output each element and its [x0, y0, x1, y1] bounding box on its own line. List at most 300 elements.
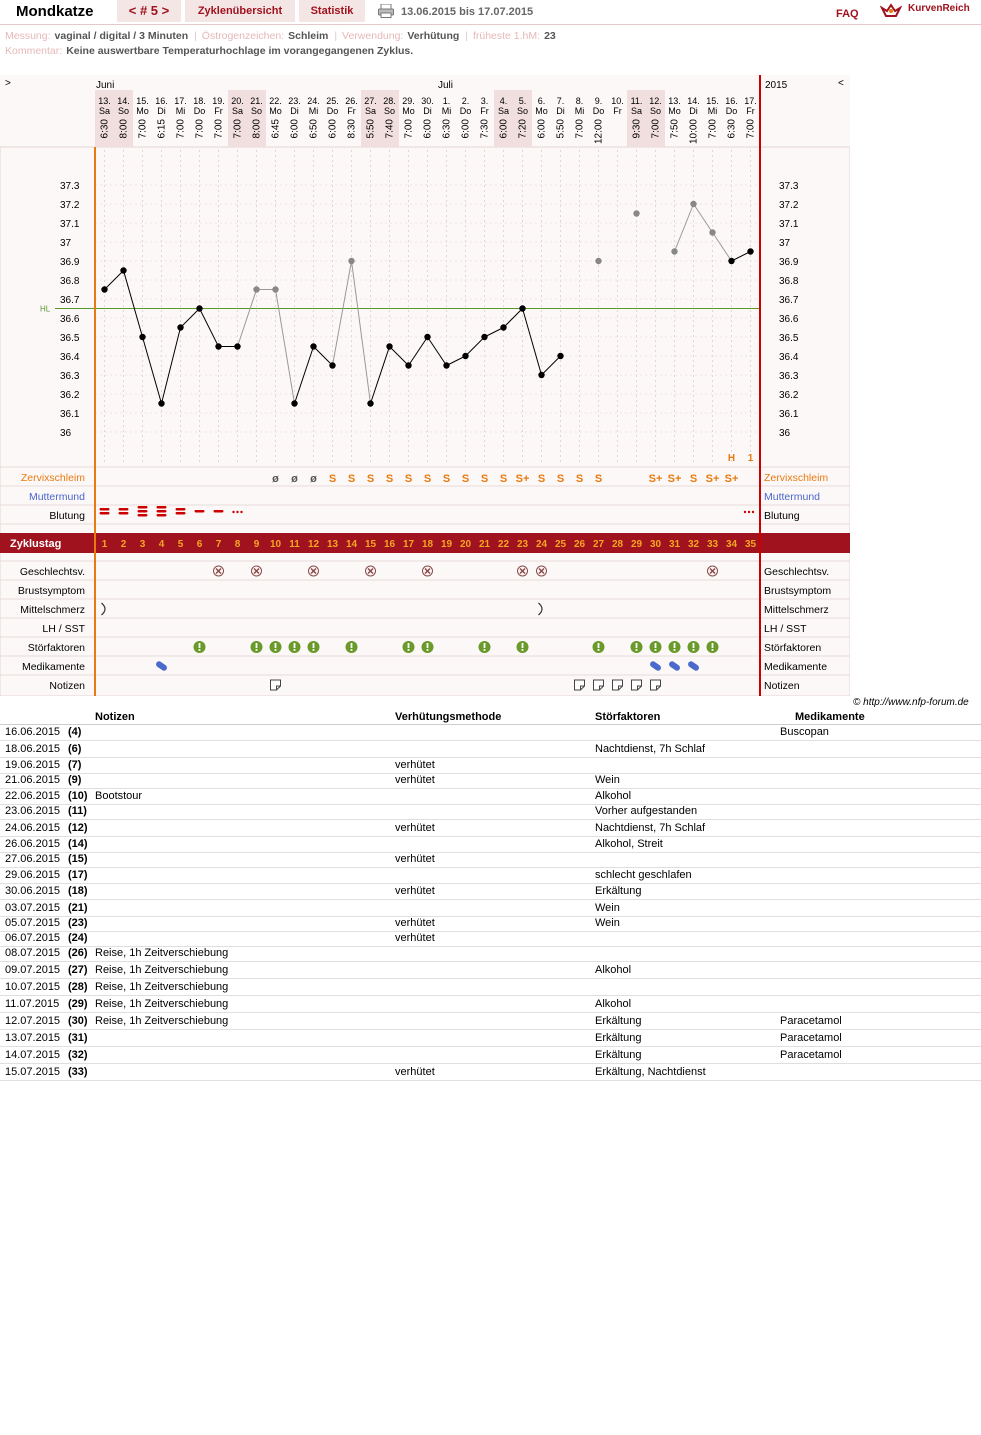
row-cycle-day: (14) [68, 838, 88, 850]
row-label-left: Geschlechtsv. [19, 566, 85, 578]
mucus-mark: S+ [648, 473, 663, 485]
disturbance-icon [598, 643, 600, 648]
cycle-day-number: 15 [364, 539, 377, 550]
mucus-mark: S+ [515, 473, 530, 485]
row-factors: Alkohol [595, 790, 632, 802]
mucus-mark: S [575, 473, 584, 485]
tab-cycle-overview[interactable]: Zyklenübersicht [185, 0, 295, 22]
bleeding-mark [744, 511, 746, 513]
date-label: 9. [594, 96, 603, 106]
date-label: 4. [499, 96, 508, 106]
weekday-label: Fr [347, 106, 356, 116]
bleeding-mark [752, 511, 754, 513]
row-method: verhütet [395, 759, 435, 771]
cycle-day-number: 28 [611, 539, 624, 550]
table-row [0, 803, 981, 820]
date-label: 19. [212, 96, 225, 106]
cycle-day-number: 30 [649, 539, 662, 550]
weekday-label: So [383, 106, 396, 116]
row-date: 26.06.2015 [5, 838, 61, 850]
row-factors: Wein [595, 917, 620, 929]
cycle-day-number: 13 [326, 539, 339, 550]
date-label: 24. [307, 96, 320, 106]
row-cycle-day: (24) [68, 932, 88, 944]
row-method: verhütet [395, 885, 435, 897]
temperature-point [747, 248, 753, 254]
earliest-value: 23 [544, 30, 556, 42]
disturbance-icon [408, 643, 410, 648]
table-row [0, 820, 981, 837]
time-label: 6:00 [498, 119, 510, 139]
time-label: 6:00 [422, 119, 434, 139]
header-method: Verhütungsmethode [395, 711, 502, 723]
disturbance-icon [484, 649, 486, 651]
y-tick-right: 37.3 [779, 181, 799, 192]
print-icon[interactable] [378, 4, 394, 18]
time-label: 7:00 [175, 119, 187, 139]
disturbance-icon [199, 643, 201, 648]
year-label: 2015 [765, 80, 788, 91]
time-label: 8:00 [251, 119, 263, 139]
row-date: 15.07.2015 [5, 1066, 61, 1078]
bleeding-mark [748, 511, 750, 513]
table-row [0, 883, 981, 900]
cycle-day-number: 8 [234, 539, 241, 550]
row-label-left: Muttermund [28, 491, 85, 503]
mucus-mark: S [480, 473, 489, 485]
temperature-point [557, 353, 563, 359]
row-label-right: Notizen [764, 680, 800, 692]
temperature-point [633, 210, 639, 216]
comment-value: Keine auswertbare Temperaturhochlage im vorangegangenen Zyklus. [66, 45, 414, 57]
temperature-point [481, 334, 487, 340]
row-cycle-day: (33) [68, 1066, 88, 1078]
y-tick-right: 36.5 [779, 333, 799, 344]
weekday-label: Di [157, 106, 166, 116]
time-label: 6:45 [270, 119, 282, 139]
weekday-label: Sa [497, 106, 510, 116]
cycle-day-number: 26 [573, 539, 586, 550]
mucus-mark: S [442, 473, 451, 485]
cycle-day-number: 20 [459, 539, 472, 550]
row-method: verhütet [395, 853, 435, 865]
temperature-point [291, 400, 297, 406]
cycle-day-number: 17 [402, 539, 415, 550]
tab-statistics[interactable]: Statistik [299, 0, 365, 22]
disturbance-icon [408, 649, 410, 651]
cycle-day-number: 7 [215, 539, 222, 550]
bleeding-mark [176, 512, 186, 515]
weekday-label: Mi [707, 106, 718, 116]
cycle-day-number: 1 [101, 539, 108, 550]
date-label: 21. [250, 96, 263, 106]
temperature-point [728, 258, 734, 264]
date-label: 29. [402, 96, 415, 106]
date-label: 22. [269, 96, 282, 106]
row-label-left: Störfaktoren [27, 642, 85, 654]
bleeding-mark [195, 510, 205, 513]
mucus-mark: ø [291, 473, 298, 485]
row-note: Reise, 1h Zeitverschiebung [95, 981, 229, 993]
row-method: verhütet [395, 932, 435, 944]
disturbance-icon [712, 649, 714, 651]
date-label: 13. [668, 96, 681, 106]
disturbance-icon [655, 649, 657, 651]
row-date: 29.06.2015 [5, 869, 61, 881]
weekday-label: Di [556, 106, 565, 116]
row-date: 09.07.2015 [5, 964, 61, 976]
cycle-day-number: 16 [383, 539, 396, 550]
row-factors: Alkohol, Streit [595, 838, 663, 850]
row-method: verhütet [395, 1066, 435, 1078]
row-meds: Paracetamol [780, 1032, 842, 1044]
table-row [0, 962, 981, 979]
table-row [0, 741, 981, 758]
header-factors: Störfaktoren [595, 711, 661, 723]
date-label: 15. [136, 96, 149, 106]
disturbance-icon [351, 643, 353, 648]
date-label: 6. [537, 96, 546, 106]
weekday-label: Fr [480, 106, 489, 116]
time-label: 10:00 [688, 119, 700, 145]
bleeding-mark [138, 510, 148, 513]
row-label-right: LH / SST [764, 623, 807, 635]
disturbance-icon [351, 649, 353, 651]
row-label-right: Störfaktoren [764, 642, 822, 654]
cycle-nav-button[interactable]: < # 5 > [117, 0, 181, 22]
row-label-left: Mittelschmerz [20, 604, 85, 616]
faq-link[interactable]: FAQ [836, 8, 859, 20]
time-label: 6:15 [156, 119, 168, 139]
bleeding-mark [119, 508, 129, 511]
cycle-day-number: 10 [269, 539, 282, 550]
row-date: 16.06.2015 [5, 726, 61, 738]
header-notes: Notizen [95, 711, 135, 723]
annotation-label: H [727, 453, 736, 464]
temperature-point [405, 362, 411, 368]
table-row [0, 851, 981, 868]
estrogen-label: Östrogenzeichen: [201, 30, 285, 42]
weekday-label: So [649, 106, 662, 116]
row-method: verhütet [395, 774, 435, 786]
site-title: Mondkatze [0, 0, 112, 22]
row-date: 22.06.2015 [5, 790, 61, 802]
disturbance-icon [598, 649, 600, 651]
row-cycle-day: (27) [68, 964, 88, 976]
weekday-label: Di [689, 106, 698, 116]
time-label: 7:00 [403, 119, 415, 139]
cycle-day-number: 14 [345, 539, 358, 550]
row-label-right: Blutung [764, 510, 800, 522]
row-cycle-day: (26) [68, 947, 88, 959]
row-cycle-day: (28) [68, 981, 88, 993]
disturbance-icon [275, 643, 277, 648]
row-note: Reise, 1h Zeitverschiebung [95, 964, 229, 976]
mucus-mark: S [404, 473, 413, 485]
row-factors: schlecht geschlafen [595, 869, 692, 881]
temperature-point [424, 334, 430, 340]
row-factors: Vorher aufgestanden [595, 805, 698, 817]
weekday-label: Fr [746, 106, 755, 116]
y-tick-right: 36.7 [779, 295, 799, 306]
row-cycle-day: (12) [68, 822, 88, 834]
month-label: Juni [96, 80, 115, 91]
row-factors: Alkohol [595, 964, 632, 976]
cycle-day-number: 23 [516, 539, 529, 550]
row-date: 10.07.2015 [5, 981, 61, 993]
temperature-point [671, 248, 677, 254]
weekday-label: So [117, 106, 130, 116]
row-label-left: Medikamente [21, 661, 85, 673]
copyright: © http://www.nfp-forum.de [853, 697, 969, 708]
y-tick-right: 37.1 [779, 219, 799, 230]
row-date: 30.06.2015 [5, 885, 61, 897]
temperature-point [500, 324, 506, 330]
time-label: 6:50 [308, 119, 320, 139]
row-factors: Erkältung [595, 1032, 642, 1044]
bleeding-mark [157, 506, 167, 509]
y-tick-left: 36.1 [60, 409, 80, 420]
cycle-day-number: 2 [120, 539, 127, 550]
row-label-left: Blutung [49, 510, 85, 522]
cycle-day-number: 31 [668, 539, 681, 550]
y-tick-right: 37.2 [779, 200, 799, 211]
weekday-label: Sa [630, 106, 643, 116]
measure-value: vaginal / digital / 3 Minuten [54, 30, 189, 42]
weekday-label: Sa [231, 106, 244, 116]
mucus-mark: S [537, 473, 546, 485]
bleeding-mark [214, 510, 224, 513]
cycle-day-number: 3 [139, 539, 146, 550]
date-label: 16. [725, 96, 738, 106]
disturbance-icon [693, 649, 695, 651]
temperature-point [272, 286, 278, 292]
mucus-mark: S [461, 473, 470, 485]
temperature-point [101, 286, 107, 292]
disturbance-icon [522, 643, 524, 648]
y-tick-right: 36.4 [779, 352, 799, 363]
cycle-day-number: 34 [725, 539, 738, 550]
row-label-right: Mittelschmerz [764, 604, 829, 616]
row-factors: Alkohol [595, 998, 632, 1010]
cycle-day-number: 32 [687, 539, 700, 550]
bleeding-mark [176, 508, 186, 511]
row-label-right: Zervixschleim [764, 472, 829, 484]
row-factors: Erkältung, Nachtdienst [595, 1066, 706, 1078]
weekday-label: Do [193, 106, 206, 116]
bleeding-mark [240, 511, 242, 513]
temperature-point [215, 343, 221, 349]
time-label: 8:30 [346, 119, 358, 139]
weekday-label: Fr [613, 106, 622, 116]
y-tick-right: 36.1 [779, 409, 799, 420]
mucus-mark: S [594, 473, 603, 485]
weekday-label: Mo [136, 106, 149, 116]
disturbance-icon [636, 649, 638, 651]
weekday-label: Do [326, 106, 339, 116]
date-label: 7. [556, 96, 565, 106]
temperature-point [177, 324, 183, 330]
row-method: verhütet [395, 822, 435, 834]
mucus-mark: S+ [705, 473, 720, 485]
month-label: Juli [438, 80, 454, 91]
row-cycle-day: (17) [68, 869, 88, 881]
table-row [0, 979, 981, 996]
mucus-mark: S [556, 473, 565, 485]
disturbance-icon [712, 643, 714, 648]
y-tick-right: 36.3 [779, 371, 799, 382]
weekday-label: Mo [668, 106, 681, 116]
cycle-day-number: 11 [289, 539, 300, 550]
mucus-mark: S [347, 473, 356, 485]
row-meds: Paracetamol [780, 1049, 842, 1061]
table-row [0, 772, 981, 789]
table-row [0, 945, 981, 962]
time-label: 7:00 [137, 119, 149, 139]
time-label: 6:00 [289, 119, 301, 139]
weekday-label: Mo [402, 106, 415, 116]
time-label: 7:00 [574, 119, 586, 139]
row-date: 14.07.2015 [5, 1049, 61, 1061]
row-note: Reise, 1h Zeitverschiebung [95, 1015, 229, 1027]
row-date: 11.07.2015 [5, 998, 60, 1010]
time-label: 7:00 [232, 119, 244, 139]
mucus-mark: ø [272, 473, 279, 485]
row-factors: Nachtdienst, 7h Schlaf [595, 822, 706, 834]
bleeding-mark [138, 506, 148, 509]
time-label: 7:00 [707, 119, 719, 139]
date-label: 25. [326, 96, 339, 106]
weekday-label: So [250, 106, 263, 116]
row-note: Bootstour [95, 790, 143, 802]
row-label-left: Brustsymptom [17, 585, 85, 597]
disturbance-icon [199, 649, 201, 651]
row-label-right: Medikamente [764, 661, 828, 673]
disturbance-icon [256, 649, 258, 651]
date-label: 30. [421, 96, 434, 106]
time-label: 7:00 [745, 119, 757, 139]
weekday-label: Mi [441, 106, 452, 116]
row-label-right: Brustsymptom [764, 585, 832, 597]
comment-label: Kommentar: [5, 45, 63, 57]
temperature-point [386, 343, 392, 349]
row-label-left: LH / SST [42, 623, 85, 635]
disturbance-icon [693, 643, 695, 648]
date-label: 23. [288, 96, 301, 106]
weekday-label: Mi [308, 106, 319, 116]
bleeding-mark [236, 511, 238, 513]
time-label: 12:00 [593, 119, 605, 145]
weekday-label: Mi [574, 106, 585, 116]
row-method: verhütet [395, 917, 435, 929]
table-row [0, 1013, 981, 1030]
disturbance-icon [294, 643, 296, 648]
time-label: 7:00 [194, 119, 206, 139]
y-tick-left: 36.2 [60, 390, 80, 401]
time-label: 6:30 [441, 119, 453, 139]
date-range: 13.06.2015 bis 17.07.2015 [401, 6, 534, 18]
temperature-point [367, 400, 373, 406]
date-label: 17. [174, 96, 187, 106]
row-date: 21.06.2015 [5, 774, 61, 786]
row-date: 03.07.2015 [5, 902, 61, 914]
mucus-mark: ø [310, 473, 317, 485]
temperature-point [329, 362, 335, 368]
chart-background [0, 75, 850, 696]
disturbance-icon [294, 649, 296, 651]
row-cycle-day: (21) [68, 902, 88, 914]
temperature-point [519, 305, 525, 311]
cycle-day-number: 27 [592, 539, 605, 550]
y-tick-right: 36.6 [779, 314, 799, 325]
cycle-day-number: 29 [630, 539, 643, 550]
row-date: 24.06.2015 [5, 822, 61, 834]
mucus-mark: S [689, 473, 698, 485]
earliest-label: früheste 1.hM: [472, 30, 541, 42]
brand-name: KurvenReich [908, 3, 970, 14]
weekday-label: So [516, 106, 529, 116]
header-meds: Medikamente [795, 711, 865, 723]
date-label: 1. [442, 96, 451, 106]
temperature-point [234, 343, 240, 349]
y-tick-left: 36.6 [60, 314, 80, 325]
row-cycle-day: (7) [68, 759, 82, 771]
temperature-point [443, 362, 449, 368]
weekday-label: Do [592, 106, 605, 116]
date-label: 10. [611, 96, 624, 106]
row-note: Reise, 1h Zeitverschiebung [95, 947, 229, 959]
row-cycle-day: (31) [68, 1032, 88, 1044]
time-label: 6:30 [726, 119, 738, 139]
y-tick-right: 36 [779, 428, 791, 439]
weekday-label: Sa [364, 106, 377, 116]
date-label: 3. [480, 96, 489, 106]
row-date: 23.06.2015 [5, 805, 61, 817]
time-label: 6:00 [536, 119, 548, 139]
row-cycle-day: (6) [68, 743, 82, 755]
row-date: 18.06.2015 [5, 743, 61, 755]
y-tick-right: 36.2 [779, 390, 799, 401]
y-tick-right: 37 [779, 238, 791, 249]
cycle-day-number: 21 [478, 539, 491, 550]
row-factors: Erkältung [595, 1015, 642, 1027]
date-label: 18. [193, 96, 206, 106]
row-label-right: Geschlechtsv. [764, 566, 830, 578]
date-label: 2. [461, 96, 470, 106]
cycle-day-number: 22 [497, 539, 510, 550]
cycle-day-number: 19 [440, 539, 453, 550]
temperature-point [120, 267, 126, 273]
disturbance-icon [275, 649, 277, 651]
table-row [0, 1064, 981, 1081]
weekday-label: Sa [98, 106, 111, 116]
comment-info [5, 45, 417, 57]
row-factors: Wein [595, 774, 620, 786]
bleeding-mark [232, 511, 234, 513]
temperature-point [310, 343, 316, 349]
date-label: 17. [744, 96, 757, 106]
table-row [0, 996, 981, 1013]
measure-label: Messung: [5, 30, 51, 42]
date-label: 13. [98, 96, 111, 106]
row-meds: Buscopan [780, 726, 829, 738]
y-tick-left: 37.3 [60, 181, 80, 192]
date-label: 27. [364, 96, 377, 106]
date-label: 5. [518, 96, 527, 106]
date-label: 28. [383, 96, 396, 106]
row-date: 19.06.2015 [5, 759, 61, 771]
annotation-label: 1 [747, 453, 754, 464]
